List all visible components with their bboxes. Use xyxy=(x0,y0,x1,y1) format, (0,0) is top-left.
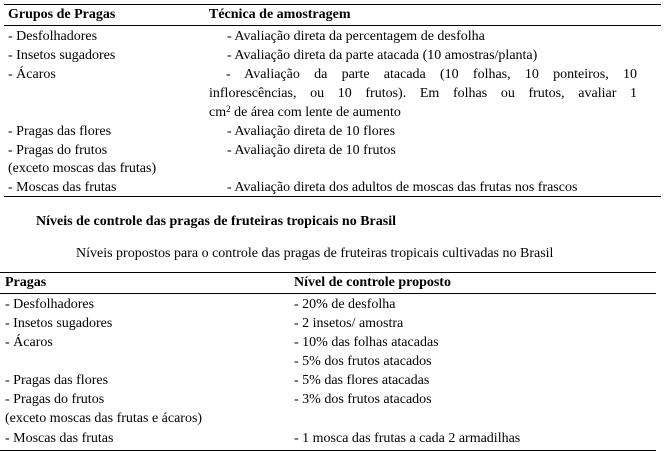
technique-line: - Avaliação da parte atacada (10 folhas, 10 ponteiros, 10 xyxy=(226,67,637,82)
row-technique: - Avaliação direta de 10 frutos xyxy=(227,143,396,158)
table2-header-row xyxy=(0,272,656,294)
row-group: - Pragas das flores xyxy=(8,124,112,139)
row-technique: - Avaliação direta dos adultos de moscas das frutas nos frascos xyxy=(227,180,578,195)
header-sampling-technique: Técnica de amostragem xyxy=(209,7,351,22)
technique-line xyxy=(209,103,637,122)
table1-header-row xyxy=(4,4,661,26)
row-level: - 2 insetos/ amostra xyxy=(294,316,404,331)
row-pest: - Pragas das flores xyxy=(5,373,109,388)
row-pest: (exceto moscas das frutas e ácaros) xyxy=(5,411,203,426)
table2-body xyxy=(0,294,656,451)
row-technique: - Avaliação direta da percentagem de desfolha xyxy=(227,29,485,44)
header-pests: Pragas xyxy=(5,275,47,290)
technique-text: de área com lente de aumento xyxy=(230,105,401,120)
table-row xyxy=(4,65,661,122)
row-level: - 5% dos frutos atacados xyxy=(294,354,432,369)
row-group: - Pragas do frutos xyxy=(8,143,108,158)
row-group: - Ácaros xyxy=(8,67,56,82)
row-technique-multiline xyxy=(209,65,637,122)
row-level: - 3% dos frutos atacados xyxy=(294,392,432,407)
row-level: - 20% de desfolha xyxy=(294,297,396,312)
row-pest: - Desfolhadores xyxy=(5,297,95,312)
section-title: Níveis de controle das pragas de fruteiras tropicais no Brasil xyxy=(36,214,396,229)
row-level: - 1 mosca das frutas a cada 2 armadilhas xyxy=(294,431,521,446)
row-level: - 5% das flores atacadas xyxy=(294,373,430,388)
row-group-line2: (exceto moscas das frutas) xyxy=(8,161,157,176)
row-pest: - Moscas das frutas xyxy=(5,431,114,446)
technique-line: inflorescências, ou 10 frutos). Em folhas ou frutos, avaliar 1 xyxy=(209,86,637,101)
table-caption: Níveis propostos para o controle das pragas de fruteiras tropicais cultivadas no Brasil xyxy=(76,246,554,261)
table1-body xyxy=(4,26,661,197)
unit-text: cm xyxy=(209,105,227,120)
superscript: 2 xyxy=(226,104,231,114)
row-group: - Desfolhadores xyxy=(8,29,98,44)
row-level: - 10% das folhas atacadas xyxy=(294,335,439,350)
row-group: - Insetos sugadores xyxy=(8,48,116,63)
row-pest: - Ácaros xyxy=(5,335,53,350)
row-group: - Moscas das frutas xyxy=(8,180,117,195)
control-levels-table xyxy=(0,272,656,451)
header-control-level: Nível de controle proposto xyxy=(294,275,451,290)
header-pest-groups: Grupos de Pragas xyxy=(8,7,116,22)
row-pest: - Insetos sugadores xyxy=(5,316,113,331)
row-pest: - Pragas do frutos xyxy=(5,392,105,407)
row-technique: - Avaliação direta da parte atacada (10 amostras/planta) xyxy=(227,48,538,63)
row-technique: - Avaliação direta de 10 flores xyxy=(227,124,396,139)
sampling-technique-table xyxy=(4,4,661,197)
